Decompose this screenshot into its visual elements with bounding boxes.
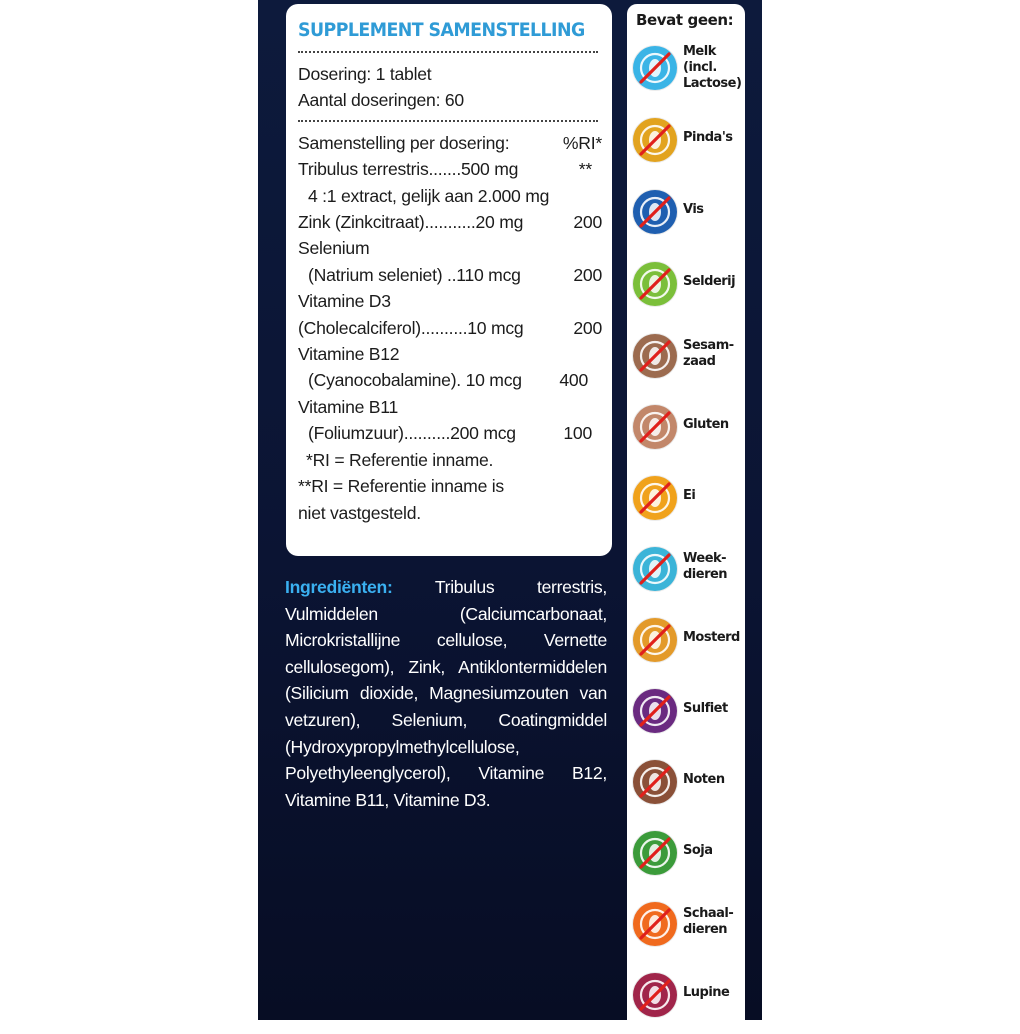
wheat-icon [633,405,677,449]
allergen-item [633,760,745,806]
allergen-item [633,831,745,877]
allergen-item [633,405,745,451]
allergen-item [633,973,745,1019]
sulphite-icon [633,689,677,733]
allergen-label: Noten [683,772,725,787]
allergen-label: Lupine [683,985,730,1000]
mustard-icon [633,618,677,662]
nuts-icon [633,760,677,804]
allergen-item [633,689,745,735]
dotted-divider [298,51,598,53]
dotted-divider [298,120,598,122]
fish-icon [633,190,677,234]
supplement-title: SUPPLEMENT SAMENSTELLING [298,20,585,41]
composition-row: Vitamine D3 [298,291,391,312]
lupin-icon [633,973,677,1017]
ingredients-text: Tribulus terrestris, Vulmiddelen (Calciumcarbonaat, Microkristallijne cellulose, Vernette cellulosegom), Zink, Antiklontermiddelen (Silicium dioxide, Magnesiumzouten van vetzuren), Selenium, Coatingmiddel (Hydroxypropylmethylcellulose, Polyethyleenglycerol), Vitamine B12, Vitamine B11, Vitamine D3. [285,577,607,810]
supplement-facts-card [286,4,612,556]
composition-row: (Cyanocobalamine). 10 mcg 400 [308,370,588,391]
composition-row: 4 :1 extract, gelijk aan 2.000 mg [308,185,550,206]
allergen-label: Soja [683,843,713,858]
soy-icon [633,831,677,875]
composition-header-label: Samenstelling per dosering: [298,132,510,153]
composition-row: Vitamine B12 [298,344,400,365]
composition-row: (Foliumzuur)..........200 mcg 100 [308,423,592,444]
composition-row: Tribulus terrestris.......500 mg ** [298,159,592,180]
composition-row: Vitamine B11 [298,396,399,417]
allergen-item [633,190,745,236]
allergen-label: Ei [683,488,696,503]
allergen-label: Mosterd [683,630,740,645]
allergen-label: Schaal- dieren [683,906,734,937]
composition-header-ri: %RI* [562,132,602,153]
allergen-label: Week- dieren [683,551,728,582]
composition-row: Zink (Zinkcitraat)...........20 mg 200 [298,212,602,233]
footnote-ri-unknown: **RI = Referentie inname is [298,476,504,497]
ingredients-label: Ingrediënten: [285,577,393,597]
allergen-label: Selderij [683,274,736,289]
allergen-item [633,334,745,380]
allergen-item [633,262,745,308]
allergen-item [633,476,745,522]
allergen-item [633,118,745,164]
crustacean-icon [633,902,677,946]
ingredients-paragraph [285,574,607,813]
allergen-item [633,547,745,593]
composition-row: (Cholecalciferol)..........10 mcg 200 [298,317,602,338]
allergen-item [633,46,745,92]
milk-icon [633,46,677,90]
composition-row: (Natrium seleniet) ..110 mcg 200 [308,264,602,285]
celery-icon [633,262,677,306]
allergen-label: Gluten [683,417,729,432]
footnote-ri-unknown-cont: niet vastgesteld. [298,502,421,523]
allergen-label: Sulfiet [683,701,728,716]
composition-row: Selenium [298,238,370,259]
sesame-icon [633,334,677,378]
allergen-title: Bevat geen: [636,11,734,29]
allergen-label: Vis [683,202,704,217]
peanut-icon [633,118,677,162]
footnote-ri: *RI = Referentie inname. [306,449,494,470]
shellfish-icon [633,547,677,591]
allergen-label: Pinda's [683,130,733,145]
egg-icon [633,476,677,520]
allergen-label: Melk (incl. Lactose) [683,44,742,91]
allergen-item [633,618,745,664]
servings-text: Aantal doseringen: 60 [298,90,464,111]
allergen-item [633,902,745,948]
composition-header [298,130,602,156]
dosage-text: Dosering: 1 tablet [298,64,432,84]
allergen-label: Sesam- zaad [683,338,734,369]
